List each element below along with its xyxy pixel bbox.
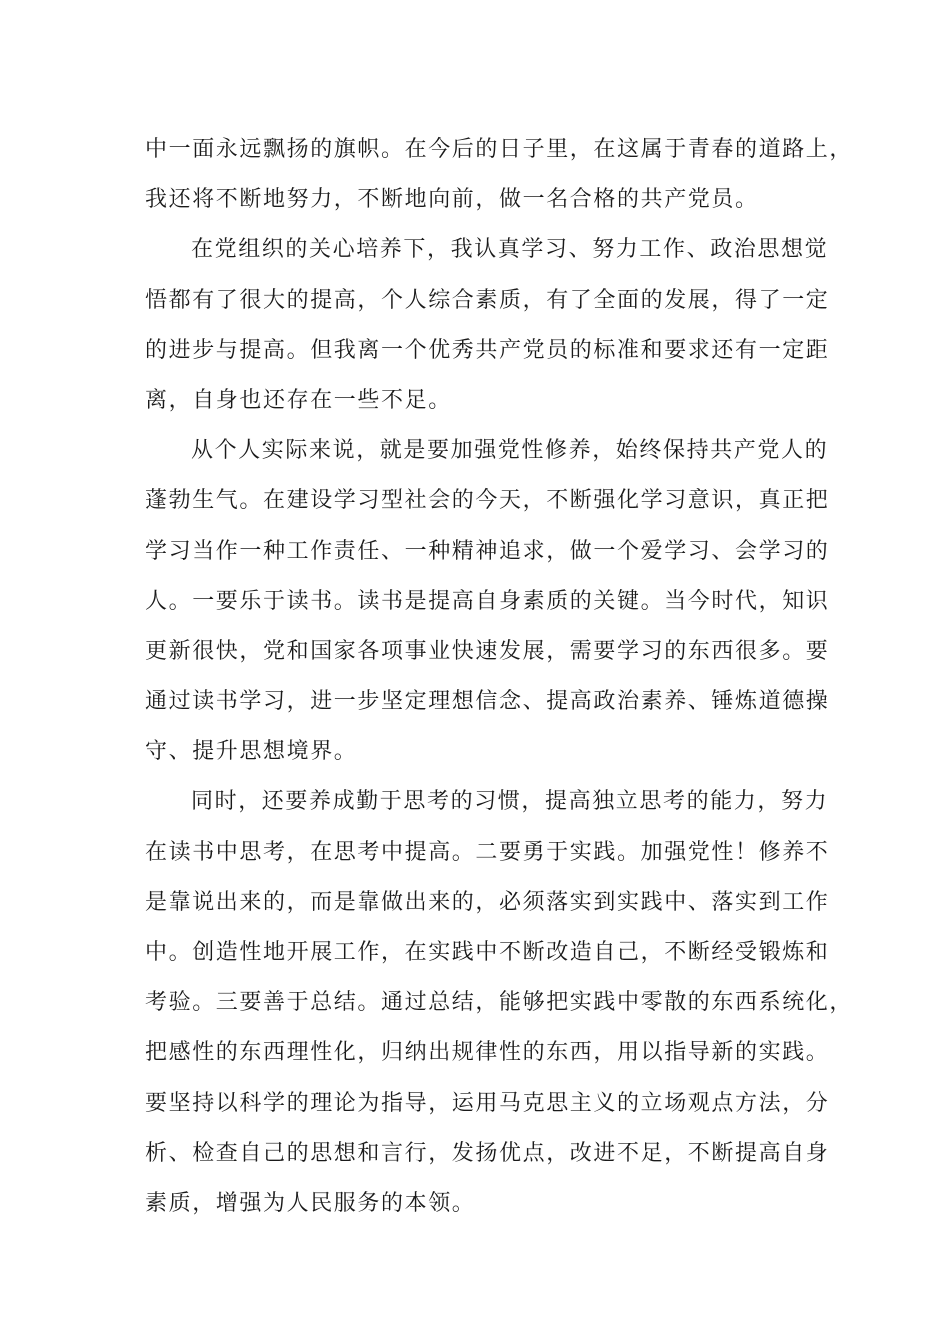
text-line: 中。创造性地开展工作，在实践中不断改造自己，不断经受锻炼和 bbox=[145, 940, 830, 965]
document-body bbox=[145, 125, 854, 1229]
text-line: 守、提升思想境界。 bbox=[145, 739, 358, 765]
text-line: 通过读书学习，进一步坚定理想信念、提高政治素养、锤炼道德操 bbox=[145, 689, 830, 715]
text-line: 中一面永远飘扬的旗帜。在今后的日子里，在这属于青春的道路上， bbox=[145, 137, 854, 162]
paragraph-start-line: 同时，还要养成勤于思考的习惯，提高独立思考的能力，努力 bbox=[191, 789, 829, 815]
text-line: 析、检查自己的思想和言行，发扬优点，改进不足，不断提高自身 bbox=[145, 1140, 830, 1166]
text-line: 蓬勃生气。在建设学习型社会的今天，不断强化学习意识，真正把 bbox=[145, 488, 830, 514]
text-line: 人。一要乐于读书。读书是提高自身素质的关键。当今时代，知识 bbox=[145, 588, 830, 614]
text-line: 素质，增强为人民服务的本领。 bbox=[145, 1190, 476, 1216]
text-line: 是靠说出来的，而是靠做出来的，必须落实到实践中、落实到工作 bbox=[145, 889, 830, 915]
text-line: 在读书中思考，在思考中提高。二要勇于实践。加强党性！修养不 bbox=[145, 839, 830, 865]
text-line: 离，自身也还存在一些不足。 bbox=[145, 387, 452, 413]
paragraph-start-line: 在党组织的关心培养下，我认真学习、努力工作、政治思想觉 bbox=[191, 237, 829, 263]
text-line: 把感性的东西理性化，归纳出规律性的东西，用以指导新的实践。 bbox=[145, 1040, 830, 1066]
text-line: 考验。三要善于总结。通过总结，能够把实践中零散的东西系统化， bbox=[145, 990, 854, 1016]
text-line: 要坚持以科学的理论为指导，运用马克思主义的立场观点方法，分 bbox=[145, 1090, 830, 1116]
text-line: 学习当作一种工作责任、一种精神追求，做一个爱学习、会学习的 bbox=[145, 538, 830, 564]
text-line: 的进步与提高。但我离一个优秀共产党员的标准和要求还有一定距 bbox=[145, 337, 830, 363]
text-line: 悟都有了很大的提高，个人综合素质，有了全面的发展，得了一定 bbox=[145, 287, 830, 313]
text-line: 我还将不断地努力，不断地向前，做一名合格的共产党员。 bbox=[145, 187, 759, 213]
paragraph-start-line: 从个人实际来说，就是要加强党性修养，始终保持共产党人的 bbox=[191, 438, 829, 464]
text-line: 更新很快，党和国家各项事业快速发展，需要学习的东西很多。要 bbox=[145, 638, 830, 664]
